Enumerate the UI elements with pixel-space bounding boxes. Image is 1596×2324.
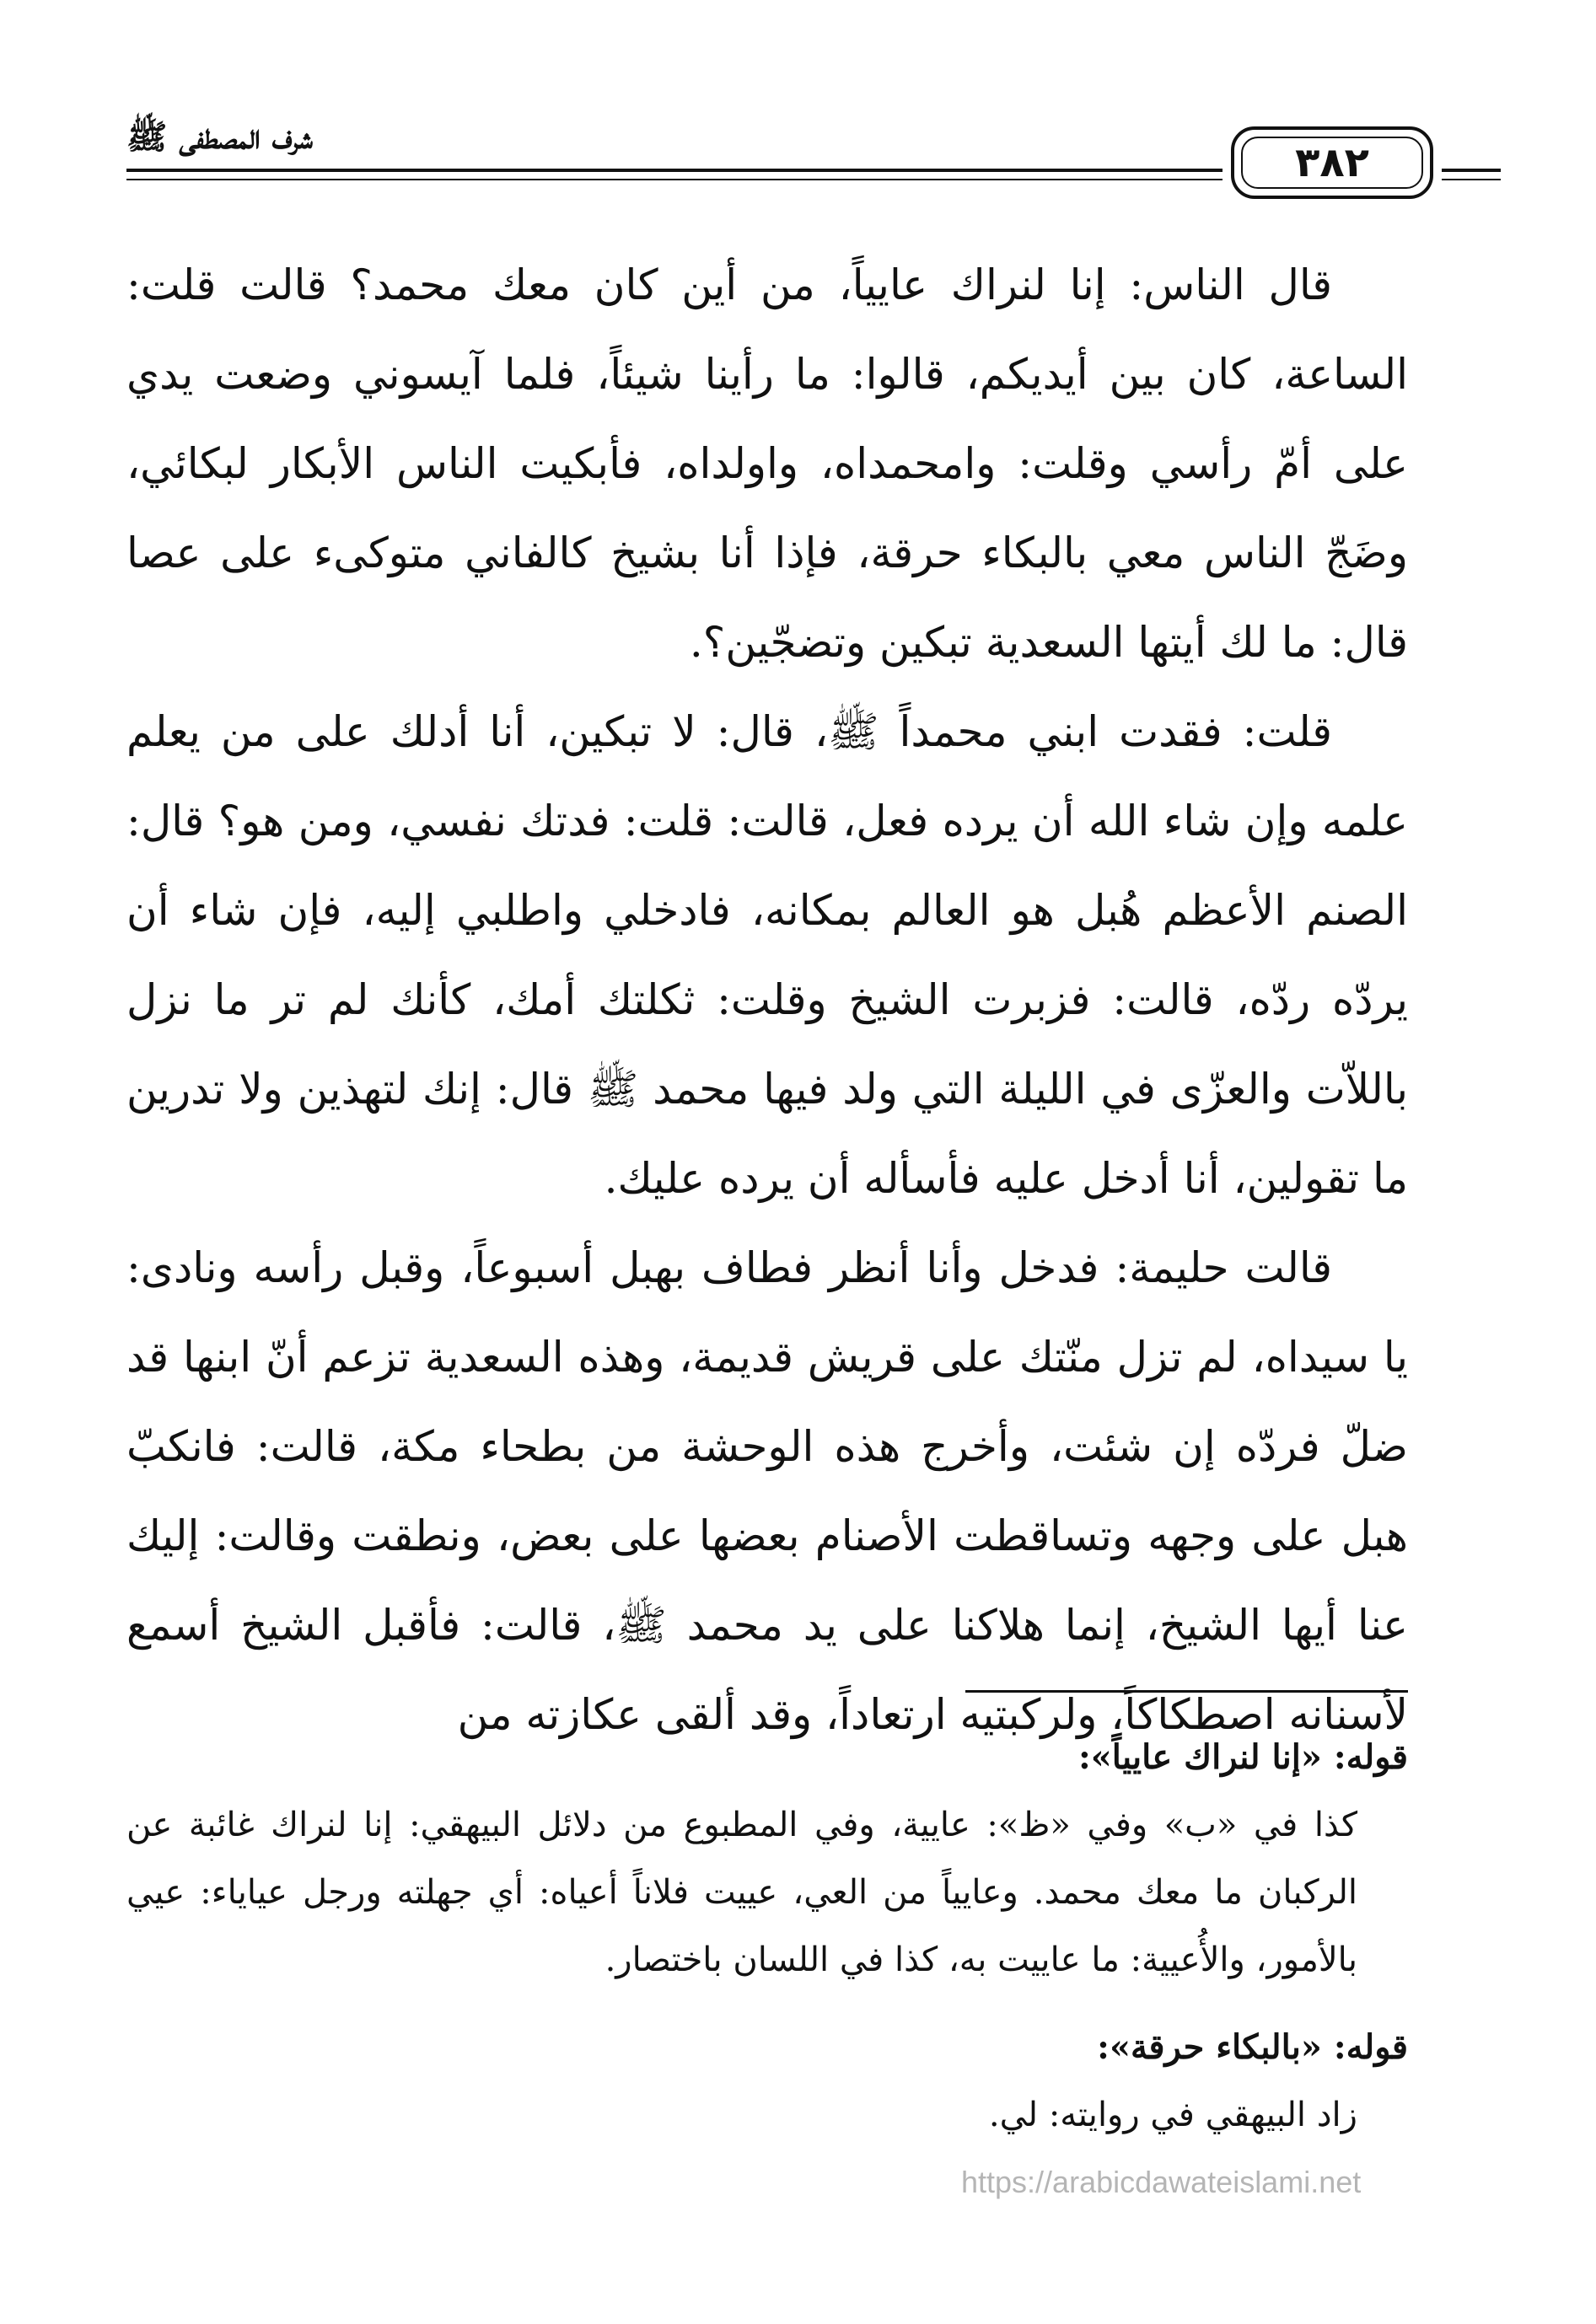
footnote-text-1: كذا في «ب» وفي «ظ»: عايية، وفي المطبوع من دلائل البيهقي: إنا لنراك غائبة عن الركبان ما معك محمد. وعايياً من العي، عييت فلاناً أعياه: أي جهلته ورجل عياياء: عيي بالأمور، والأُعيية: ما عاييت به، كذا في اللسان باختصار. — [126, 1806, 1357, 1979]
page-number: ٣٨٢ — [1241, 137, 1423, 189]
paragraph-2: قلت: فقدت ابني محمداً ﷺ، قال: لا تبكين، أنا أدلك على من يعلم علمه وإن شاء الله أن يرده فعل، قالت: قلت: فدتك نفسي، ومن هو؟ قال: الصنم الأعظم هُبل هو العالم بمكانه، فادخلي واطلبي إليه، فإن شاء أن يردّه ردّه، قالت: فزبرت الشيخ وقلت: ثكلتك أمك، كأنك لم تر ما نزل باللاّت والعزّى في الليلة التي ولد فيها محمد ﷺ قال: إنك لتهذين ولا تدرين ما تقولين، أنا أدخل عليه فأسأله أن يرده عليك. — [126, 707, 1408, 1203]
header-rule-thin — [126, 179, 1223, 180]
header-rule-right — [1442, 169, 1501, 172]
footnotes — [126, 1724, 1408, 2149]
main-text — [126, 240, 1408, 1759]
page-number-frame — [1231, 126, 1433, 199]
footnote-text-2: زاد البيهقي في روايته: لي. — [988, 2096, 1357, 2134]
paragraph-1: قال الناس: إنا لنراك عايياً، من أين كان معك محمد؟ قالت قلت: الساعة، كان بين أيديكم، قالوا: ما رأينا شيئاً، فلما آيسوني وضعت يدي على أمّ رأسي وقلت: وامحمداه، واولداه، فأبكيت الناس الأبكار لبكائي، وضَجّ الناس معي بالبكاء حرقة، فإذا أنا بشيخ كالفاني متوكىء على عصا قال: ما لك أيتها السعدية تبكين وتضجّين؟. — [126, 260, 1408, 667]
header-rule — [126, 169, 1223, 172]
book-title: شرف المصطفى ﷺ — [126, 117, 313, 157]
watermark-url: https://arabicdawateislami.net — [961, 2165, 1362, 2199]
header-rule-right-thin — [1442, 179, 1501, 180]
footnote-separator — [965, 1690, 1408, 1693]
page-header — [126, 99, 1442, 201]
paragraph-3: قالت حليمة: فدخل وأنا أنظر فطاف بهبل أسبوعاً، وقبل رأسه ونادى: يا سيداه، لم تزل منّتك على قريش قديمة، وهذه السعدية تزعم أنّ ابنها قد ضلّ فردّه إن شئت، وأخرج هذه الوحشة من بطحاء مكة، قالت: فانكبّ هبل على وجهه وتساقطت الأصنام بعضها على بعض، ونطقت وقالت: إليك عنا أيها الشيخ، إنما هلاكنا على يد محمد ﷺ، قالت: فأقبل الشيخ أسمع لأسنانه اصطكاكاً، ولركبتيه ارتعاداً، وقد ألقى عكازته من — [126, 1243, 1408, 1739]
footnote-heading-2: قوله: «بالبكاء حرقة»: — [1097, 2027, 1408, 2067]
footnote-heading-1: قوله: «إنا لنراك عايياً»: — [1077, 1737, 1408, 1777]
